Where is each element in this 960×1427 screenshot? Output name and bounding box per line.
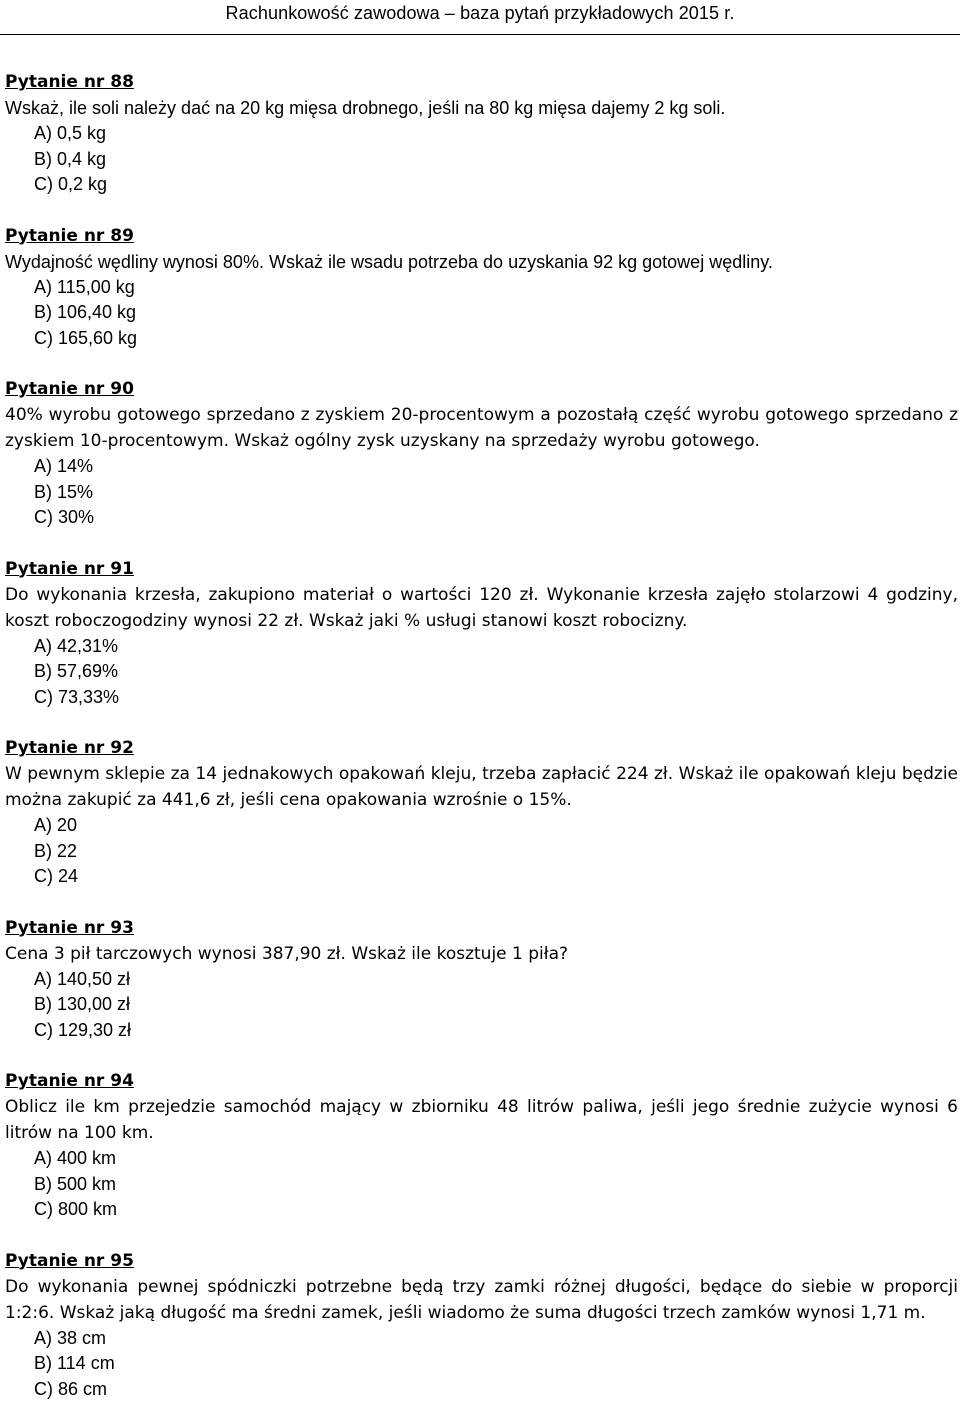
answer-option: C) 129,30 zł xyxy=(34,1019,132,1040)
question-text: Cena 3 pił tarczowych wynosi 387,90 zł. Wskaż ile kosztuje 1 piła? xyxy=(5,943,569,964)
question-title: Pytanie nr 94 xyxy=(5,1071,134,1091)
answer-option: B) 0,4 kg xyxy=(34,148,107,169)
question-title: Pytanie nr 92 xyxy=(5,738,134,758)
question-title: Pytanie nr 88 xyxy=(5,72,134,92)
question-95 xyxy=(5,1248,958,1403)
question-text: W pewnym sklepie za 14 jednakowych opakowań kleju, trzeba zapłacić 224 zł. Wskaż ile opakowań kleju będzie można zakupić za 441,6 zł, jeśli cena opakowania wzrośnie o 15%. xyxy=(5,764,958,810)
question-text: Do wykonania krzesła, zakupiono materiał o wartości 120 zł. Wykonanie krzesła zajęło stolarzowi 4 godziny, koszt roboczogodziny wynosi 22 zł. Wskaż jaki % usługi stanowi koszt robocizny. xyxy=(5,584,958,631)
header-rule xyxy=(0,34,960,35)
questions-list xyxy=(5,69,958,1427)
page-header: Rachunkowość zawodowa – baza pytań przykładowych 2015 r. xyxy=(225,3,735,23)
answer-option: C) 165,60 kg xyxy=(34,327,138,348)
answer-list xyxy=(5,634,958,711)
answer-option: B) 130,00 zł xyxy=(34,994,131,1014)
answer-list xyxy=(5,275,958,352)
question-text: Oblicz ile km przejedzie samochód mający w zbiorniku 48 litrów paliwa, jeśli jego średnie zużycie wynosi 6 litrów na 100 km. xyxy=(5,1097,958,1143)
answer-option: B) 114 cm xyxy=(34,1353,115,1373)
answer-option: A) 400 km xyxy=(34,1148,117,1168)
answer-option: A) 14% xyxy=(34,456,94,476)
question-text: Wskaż, ile soli należy dać na 20 kg mięsa drobnego, jeśli na 80 kg mięsa dajemy 2 kg soli. xyxy=(5,98,726,118)
answer-list xyxy=(5,1326,958,1403)
answer-option: B) 15% xyxy=(34,481,94,502)
answer-option: A) 42,31% xyxy=(34,635,119,656)
answer-option: B) 57,69% xyxy=(34,661,119,681)
answer-option: C) 30% xyxy=(34,507,95,527)
answer-option: A) 115,00 kg xyxy=(34,276,135,297)
question-title: Pytanie nr 95 xyxy=(5,1250,134,1271)
answer-list xyxy=(5,813,958,890)
answer-list xyxy=(5,121,958,198)
answer-option: C) 0,2 kg xyxy=(34,174,108,194)
question-94 xyxy=(5,1068,958,1223)
answer-option: C) 73,33% xyxy=(34,686,120,707)
answer-option: A) 140,50 zł xyxy=(34,968,131,989)
question-text: 40% wyrobu gotowego sprzedano z zyskiem 20-procentowym a pozostałą część wyrobu gotowego sprzedano z zyskiem 10-procentowym. Wskaż ogólny zysk uzyskany na sprzedaży wyrobu gotowego. xyxy=(5,405,958,451)
answer-option: A) 20 xyxy=(34,815,78,835)
question-90 xyxy=(5,376,958,531)
answer-option: C) 800 km xyxy=(34,1199,118,1219)
answer-list xyxy=(5,967,958,1044)
answer-option: A) 38 cm xyxy=(34,1327,107,1348)
question-92 xyxy=(5,735,958,890)
question-title: Pytanie nr 93 xyxy=(5,917,134,938)
question-91 xyxy=(5,556,958,711)
question-93 xyxy=(5,915,958,1044)
answer-option: B) 500 km xyxy=(34,1173,117,1194)
answer-option: B) 22 xyxy=(34,840,78,861)
answer-option: C) 24 xyxy=(34,866,79,886)
question-title: Pytanie nr 91 xyxy=(5,558,134,579)
answer-option: B) 106,40 kg xyxy=(34,302,137,322)
answer-list xyxy=(5,1146,958,1223)
answer-option: C) 86 cm xyxy=(34,1378,108,1399)
question-text: Do wykonania pewnej spódniczki potrzebne będą trzy zamki różnej długości, będące do siebie w proporcji 1:2:6. Wskaż jaką długość ma średni zamek, jeśli wiadomo że suma długości trzech zamków wynosi 1,71 m. xyxy=(5,1276,958,1323)
question-text: Wydajność wędliny wynosi 80%. Wskaż ile wsadu potrzeba do uzyskania 92 kg gotowej wędliny. xyxy=(5,251,773,272)
answer-list xyxy=(5,454,958,531)
question-title: Pytanie nr 90 xyxy=(5,379,134,399)
question-88 xyxy=(5,69,958,198)
question-title: Pytanie nr 89 xyxy=(5,225,134,246)
question-89 xyxy=(5,223,958,352)
answer-option: A) 0,5 kg xyxy=(34,123,107,143)
